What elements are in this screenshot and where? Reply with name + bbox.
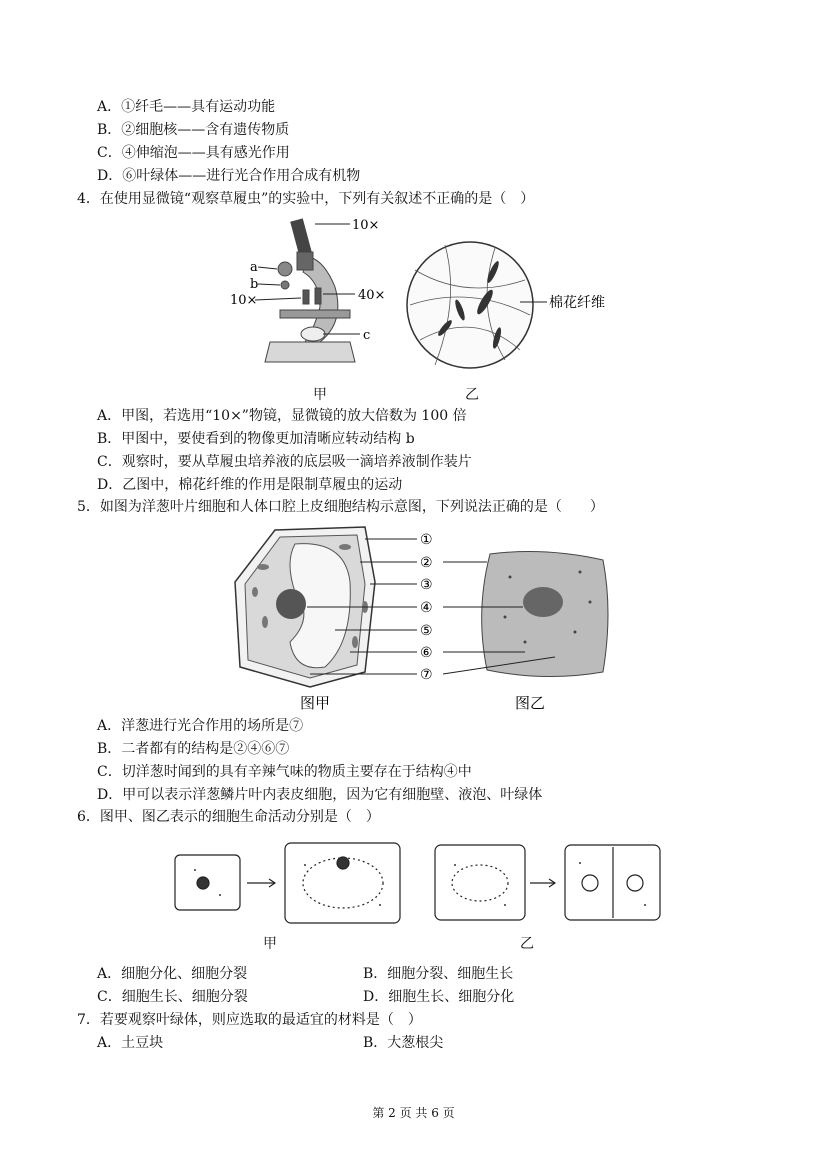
knob-a-label: a xyxy=(250,260,258,275)
knob-b-label: b xyxy=(250,277,259,292)
q7-option-b: B．大葱根尖 xyxy=(363,1035,444,1051)
q6-option-c: C．细胞生长、细胞分裂 xyxy=(97,989,248,1005)
q5-stem: 5．如图为洋葱叶片细胞和人体口腔上皮细胞结构示意图，下列说法正确的是（ ） xyxy=(77,499,604,515)
caption-fig-jia: 图甲 xyxy=(300,694,331,712)
q4-stem: 4．在使用显微镜“观察草履虫”的实验中，下列有关叙述不正确的是（ ） xyxy=(77,191,535,207)
q3-option-c: C．④伸缩泡——具有感光作用 xyxy=(97,145,290,161)
q5-option-c: C．切洋葱时闻到的具有辛辣气味的物质主要存在于结构④中 xyxy=(97,764,472,780)
label-6: ⑥ xyxy=(420,645,433,661)
q6-caption-jia: 甲 xyxy=(263,936,277,952)
mirror-c-label: c xyxy=(363,328,371,343)
caption-fig-yi: 图乙 xyxy=(515,694,546,712)
q4-caption-jia: 甲 xyxy=(313,387,327,403)
q3-option-a: A．①纤毛——具有运动功能 xyxy=(97,99,276,115)
q7-stem: 7．若要观察叶绿体，则应选取的最适宜的材料是（ ） xyxy=(77,1012,422,1028)
q5-option-d: D．甲可以表示洋葱鳞片叶内表皮细胞，因为它有细胞壁、液泡、叶绿体 xyxy=(97,787,543,803)
q7-option-a: A．土豆块 xyxy=(97,1035,164,1051)
label-3: ③ xyxy=(420,577,433,593)
microscope-figure xyxy=(225,212,405,372)
q6-option-a: A．细胞分化、细胞分裂 xyxy=(97,966,248,982)
objective-high-label: 40× xyxy=(358,288,386,303)
cotton-fiber-label: 棉花纤维 xyxy=(549,295,605,311)
q6-stem: 6．图甲、图乙表示的细胞生命活动分别是（ ） xyxy=(77,809,380,825)
label-2: ② xyxy=(420,555,433,571)
q4-option-d: D．乙图中，棉花纤维的作用是限制草履虫的运动 xyxy=(97,477,403,493)
q4-option-b: B．甲图中，要使看到的物像更加清晰应转动结构 b xyxy=(97,431,415,447)
paramecium-view-figure xyxy=(405,240,625,375)
q5-option-b: B．二者都有的结构是②④⑥⑦ xyxy=(97,741,290,757)
label-7: ⑦ xyxy=(420,667,433,683)
cell-comparison-figure xyxy=(225,522,615,717)
q4-caption-yi: 乙 xyxy=(465,387,479,403)
page-footer: 第 2 页 共 6 页 xyxy=(372,1106,455,1120)
q6-option-d: D．细胞生长、细胞分化 xyxy=(363,989,515,1005)
q4-option-c: C．观察时，要从草履虫培养液的底层吸一滴培养液制作装片 xyxy=(97,454,472,470)
label-4: ④ xyxy=(420,600,433,616)
objective-low-label: 10× xyxy=(230,293,258,308)
label-5: ⑤ xyxy=(420,623,433,639)
eyepiece-label: 10× xyxy=(352,218,380,233)
q3-option-b: B．②细胞核——含有遗传物质 xyxy=(97,122,290,138)
q3-option-d: D．⑥叶绿体——进行光合作用合成有机物 xyxy=(97,168,361,184)
q6-option-b: B．细胞分裂、细胞生长 xyxy=(363,966,514,982)
cell-activity-figure xyxy=(165,835,670,930)
q6-caption-yi: 乙 xyxy=(520,936,534,952)
q5-option-a: A．洋葱进行光合作用的场所是⑦ xyxy=(97,718,304,734)
label-1: ① xyxy=(420,532,433,548)
q4-option-a: A．甲图，若选用“10×”物镜，显微镜的放大倍数为 100 倍 xyxy=(97,408,467,424)
